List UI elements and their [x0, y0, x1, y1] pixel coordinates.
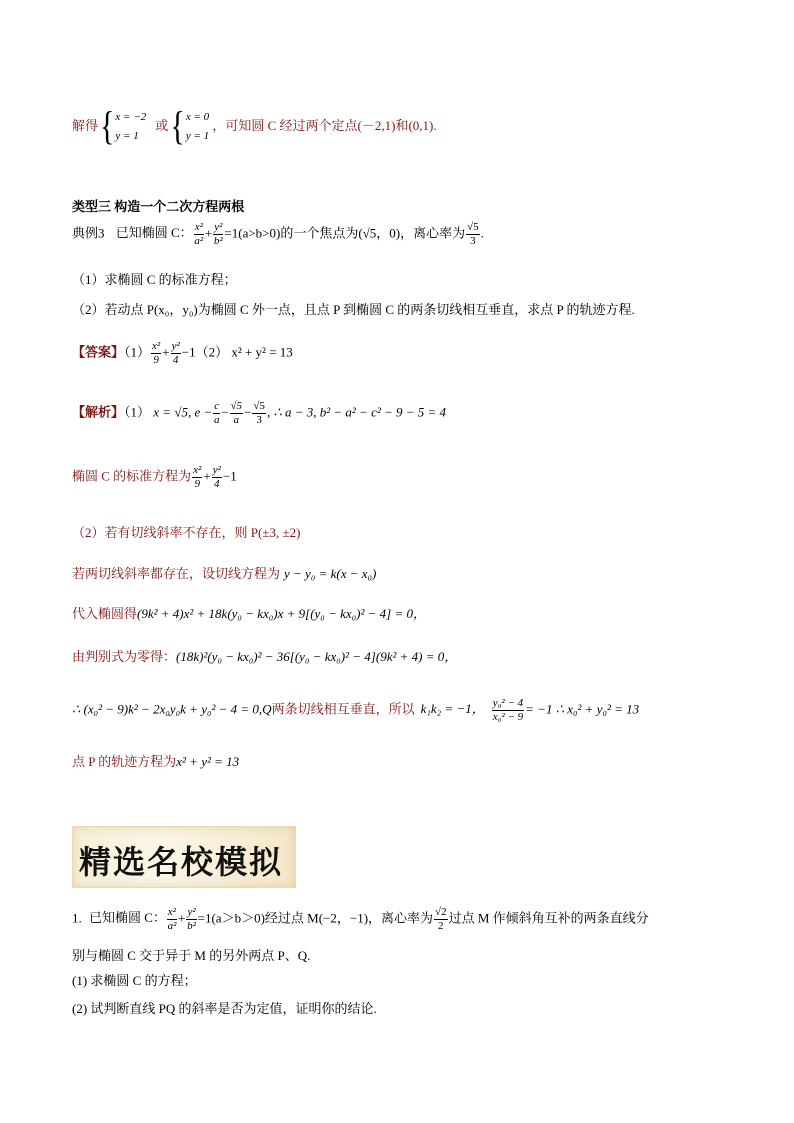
analysis-l7-c: k₁k₂ = −1，	[420, 701, 485, 717]
analysis-l7-b: 两条切线相互垂直，所以	[271, 701, 415, 717]
analysis-l5-b: (9k² + 4)x² + 18k(y₀ − kx₀)x + 9[(y₀ − kx₀)² − 4] = 0，	[137, 606, 426, 621]
question-2: （2）若动点 P(x₀，y₀)为椭圆 C 外一点，且点 P 到椭圆 C 的两条切线相互垂直，求点 P 的轨迹方程.	[72, 302, 635, 317]
analysis-line-7	[72, 697, 639, 724]
fraction-sqrt5-a	[230, 400, 244, 427]
numerator: y²	[212, 464, 221, 476]
analysis-tag: 【解析】	[72, 404, 125, 420]
denominator: x₀² − 9	[492, 711, 524, 723]
denominator: a	[213, 414, 220, 426]
problem-text-c: 过点 M 作倾斜角互补的两条直线分	[448, 910, 649, 926]
analysis-line-8	[72, 751, 239, 770]
fraction-c-a	[213, 400, 220, 427]
numerator: c	[214, 400, 220, 412]
problem-1-line-2: 别与椭圆 C 交于异于 M 的另外两点 P、Q.	[72, 948, 311, 963]
system-1-eq-1: x = −2	[115, 111, 147, 123]
fraction-y2-b2	[213, 221, 223, 248]
problem-1-line-1: 1. 已知椭圆 C： $\frac{\text{x²}}{\text{a²}}$ + $\frac{\text{y²}}{\text{b²}}$ =1(a＞b＞0)经过点 M(−2，−1)，离心率为 $\frac{√2}{2}$ 过点 M 作倾斜角互补的两条直线分	[72, 906, 649, 932]
example-label: 典例3	[72, 225, 105, 241]
fraction-sqrt2-2	[434, 906, 448, 933]
system-2-eq-1: x = 0	[185, 111, 210, 123]
analysis-l7-a: ∴ (x₀² − 9)k² − 2x₀y₀k + y₀² − 4 = 0,Q	[72, 701, 272, 717]
answer-tag: 【答案】	[72, 344, 125, 360]
analysis-line-5	[72, 603, 426, 622]
analysis-l8-a: 点 P 的轨迹方程为	[72, 754, 177, 769]
problem-text-a: 已知椭圆 C：	[89, 910, 166, 926]
numerator: x²	[167, 906, 177, 918]
denominator: 3	[470, 235, 476, 247]
analysis-l2-b: −1	[222, 468, 237, 484]
analysis-l8-b: x² + y² = 13	[176, 754, 240, 769]
denominator: 4	[172, 354, 179, 366]
numerator: y²	[187, 906, 196, 918]
analysis-l4-b: y − y₀ = k(x − x₀)	[284, 566, 377, 581]
analysis-l1-a: x = √5, e −	[153, 404, 213, 420]
system-2-eq-2: y = 1	[185, 130, 210, 142]
analysis-l1-b: , ∴ a − 3, b² − a² − c² − 9 − 5 = 4	[266, 404, 447, 420]
fraction-sqrt5-3	[252, 400, 266, 427]
section-banner	[72, 826, 296, 888]
numerator: x²	[193, 464, 202, 476]
numerator: √5	[253, 400, 265, 412]
denominator: a²	[194, 235, 204, 247]
example-3: 典例3 已知椭圆 C： $\frac{\text{x²}}{\text{a²}}$ + $\frac{\text{y²}}{\text{b²}}$ =1(a>b>0)的一个焦点为(√5，0)，离心率为 $\frac{√5}{3}$ .	[72, 221, 484, 247]
brace-icon: {	[100, 104, 115, 149]
numerator: √5	[230, 400, 243, 412]
problem-1-question-1: (1) 求椭圆 C 的方程；	[72, 973, 197, 988]
analysis-l6-b: (18k)²(y₀ − kx₀)² − 36[(y₀ − kx₀)² − 4](9k² + 4) = 0，	[176, 649, 458, 664]
answer-tail: −1（2） x² + y² = 13	[181, 344, 293, 360]
numerator: y₀² − 4	[492, 697, 524, 709]
analysis-line-4	[72, 563, 376, 582]
denominator: 3	[256, 414, 262, 426]
fraction-y2-4	[212, 464, 222, 491]
analysis-l6-a: 由判别式为零得：	[72, 649, 177, 664]
denominator: b²	[213, 235, 223, 247]
problem-1-question-2: (2) 试判断直线 PQ 的斜率是否为定值，证明你的结论.	[72, 1001, 377, 1016]
numerator: √5	[467, 221, 479, 233]
denominator: 9	[153, 354, 159, 366]
system-1	[115, 108, 146, 146]
numerator: x²	[152, 340, 161, 352]
numerator: y²	[171, 340, 180, 352]
solution-line	[72, 104, 437, 149]
analysis-line-3: （2）若有切线斜率不存在，则 P(±3, ±2)	[72, 525, 301, 540]
denominator: 9	[194, 478, 201, 490]
fraction-x2-a2	[167, 906, 177, 933]
analysis-line-6	[72, 646, 457, 665]
numerator: y²	[214, 221, 223, 233]
answer-part-1: （1）	[124, 344, 151, 360]
denominator: a²	[167, 920, 177, 932]
problem-number: 1.	[72, 910, 82, 926]
problem-text-b: =1(a＞b＞0)经过点 M(−2，−1)，离心率为	[197, 910, 434, 926]
analysis-line-1: 【解析】（1） x = √5, e − $\frac{c}{a}$ − $\frac{√5}{a}$ − $\frac{√5}{3}$ , ∴ a − 3, b² − a² − c² − 9 − 5 = 4	[72, 400, 447, 426]
denominator: a	[233, 414, 240, 426]
numerator: √2	[435, 906, 447, 918]
fraction-x2-9	[151, 340, 161, 367]
fraction-x2-9	[192, 464, 202, 491]
fraction-y2-b2	[186, 906, 196, 933]
example-text-a: 已知椭圆 C：	[115, 225, 193, 241]
system-1-eq-2: y = 1	[115, 130, 139, 142]
solution-prefix: 解得	[72, 117, 99, 133]
analysis-l2-a: 椭圆 C 的标准方程为	[72, 468, 192, 484]
banner-title: 精选名校模拟	[79, 843, 284, 881]
example-text-b: =1(a>b>0)的一个焦点为(√5，0)，离心率为	[224, 225, 466, 241]
denominator: 2	[438, 920, 444, 932]
numerator: x²	[194, 221, 203, 233]
or-word: 或	[155, 117, 169, 133]
system-2	[186, 108, 209, 146]
denominator: 4	[214, 478, 220, 490]
question-1: （1）求椭圆 C 的标准方程；	[72, 272, 237, 287]
answer-line: 【答案】（1） $\frac{\text{x²}}{9}$ + $\frac{\text{y²}}{4}$ −1（2） x² + y² = 13	[72, 340, 293, 366]
brace-icon: {	[170, 104, 185, 149]
fraction-y2-4	[171, 340, 181, 367]
analysis-l4-a: 若两切线斜率都存在，设切线方程为	[72, 566, 281, 581]
fraction-x2-a2	[194, 221, 204, 248]
denominator: b²	[187, 920, 196, 932]
analysis-part-1: （1）	[124, 404, 151, 420]
analysis-l7-d: = −1 ∴ x₀² + y₀² = 13	[525, 701, 640, 717]
analysis-l5-a: 代入椭圆得	[72, 606, 138, 621]
fraction-eccentricity	[466, 221, 480, 248]
fraction-slope-product	[492, 697, 524, 724]
analysis-line-2: 椭圆 C 的标准方程为 $\frac{\text{x²}}{9}$ + $\frac{\text{y²}}{4}$ −1	[72, 464, 237, 490]
section-heading: 类型三 构造一个二次方程两根	[72, 199, 245, 214]
solution-suffix: ，可知圆 C 经过两个定点(－2,1)和(0,1).	[212, 117, 437, 133]
